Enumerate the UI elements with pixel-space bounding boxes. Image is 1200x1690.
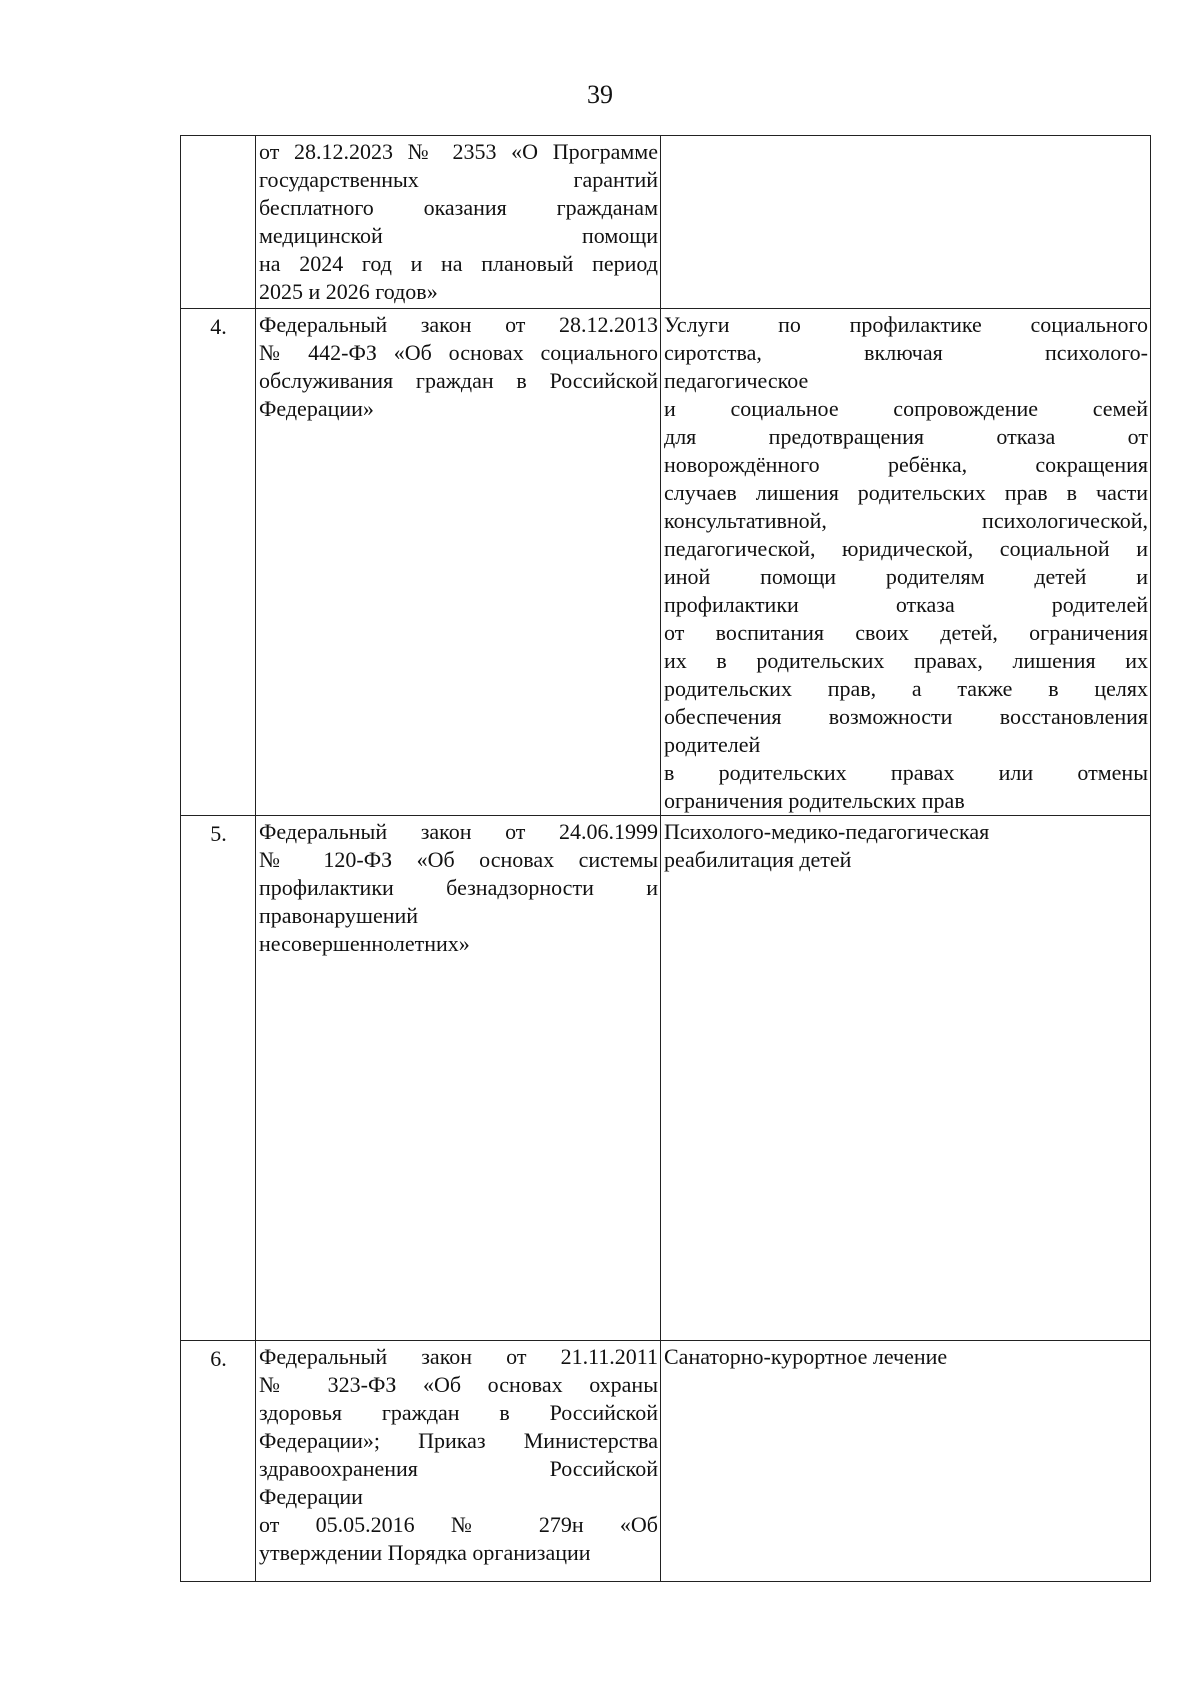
legal-basis-line: Федерации»; Приказ Министерства bbox=[259, 1428, 658, 1453]
service-line: для предотвращения отказа от bbox=[664, 424, 1148, 449]
legal-basis-cell bbox=[256, 136, 661, 309]
legal-basis-line: от 28.12.2023 № 2353 «О Программе bbox=[259, 139, 658, 164]
service-line: иной помощи родителям детей и bbox=[664, 564, 1148, 589]
service-line: консультативной, психологической, bbox=[664, 508, 1148, 533]
legal-basis-line: Федерации bbox=[259, 1484, 363, 1509]
service-cell bbox=[661, 816, 1151, 1341]
legal-basis-line: несовершеннолетних» bbox=[259, 931, 470, 956]
legal-basis-cell bbox=[256, 816, 661, 1341]
page-number: 39 bbox=[587, 80, 613, 109]
legal-basis-line: Федеральный закон от 24.06.1999 bbox=[259, 819, 658, 844]
legal-basis-line: Федеральный закон от 21.11.2011 bbox=[259, 1344, 658, 1369]
legal-basis-line: медицинской помощи bbox=[259, 223, 658, 248]
row-number: 4. bbox=[181, 309, 256, 816]
legal-basis-line: здравоохранения Российской bbox=[259, 1456, 658, 1481]
service-cell bbox=[661, 1341, 1151, 1582]
service-line: случаев лишения родительских прав в части bbox=[664, 480, 1148, 505]
row-number: 5. bbox=[181, 816, 256, 1341]
service-line: Санаторно-курортное лечение bbox=[664, 1344, 948, 1369]
service-line: Психолого-медико-педагогическая bbox=[664, 819, 990, 844]
legal-basis-line: от 05.05.2016 № 279н «Об bbox=[259, 1512, 658, 1537]
service-line: педагогическое bbox=[664, 368, 809, 393]
service-line: новорождённого ребёнка, сокращения bbox=[664, 452, 1148, 477]
legal-basis-cell bbox=[256, 309, 661, 816]
legal-basis-cell bbox=[256, 1341, 661, 1582]
table-row bbox=[181, 1341, 1151, 1582]
legal-basis-line: правонарушений bbox=[259, 903, 419, 928]
service-cell bbox=[661, 136, 1151, 309]
service-line: реабилитация детей bbox=[664, 847, 852, 872]
service-line: профилактики отказа родителей bbox=[664, 592, 1148, 617]
service-line: сиротства, включая психолого- bbox=[664, 340, 1148, 365]
service-line: родительских прав, а также в целях bbox=[664, 676, 1148, 701]
legal-basis-line: Федеральный закон от 28.12.2013 bbox=[259, 312, 658, 337]
service-line: Услуги по профилактике социального bbox=[664, 312, 1148, 337]
service-line: и социальное сопровождение семей bbox=[664, 396, 1148, 421]
service-line: их в родительских правах, лишения их bbox=[664, 648, 1148, 673]
service-line: ограничения родительских прав bbox=[664, 788, 965, 813]
legal-basis-line: 2025 и 2026 годов» bbox=[259, 279, 438, 304]
legal-basis-line: государственных гарантий bbox=[259, 167, 658, 192]
service-line: педагогической, юридической, социальной и bbox=[664, 536, 1148, 561]
table-row bbox=[181, 136, 1151, 309]
service-line: от воспитания своих детей, ограничения bbox=[664, 620, 1148, 645]
service-line: обеспечения возможности восстановления bbox=[664, 704, 1148, 729]
row-number: 6. bbox=[181, 1341, 256, 1582]
row-number bbox=[181, 136, 256, 309]
legal-basis-line: на 2024 год и на плановый период bbox=[259, 251, 658, 276]
legal-basis-line: обслуживания граждан в Российской bbox=[259, 368, 658, 393]
legal-basis-line: № 120-ФЗ «Об основах системы bbox=[259, 847, 658, 872]
legal-basis-line: Федерации» bbox=[259, 396, 374, 421]
legal-basis-line: № 442-ФЗ «Об основах социального bbox=[259, 340, 658, 365]
service-line: родителей bbox=[664, 732, 761, 757]
legal-basis-line: здоровья граждан в Российской bbox=[259, 1400, 658, 1425]
services-table bbox=[180, 135, 1151, 1582]
legal-basis-line: № 323-ФЗ «Об основах охраны bbox=[259, 1372, 658, 1397]
service-line: в родительских правах или отмены bbox=[664, 760, 1148, 785]
table-row bbox=[181, 309, 1151, 816]
legal-basis-line: профилактики безнадзорности и bbox=[259, 875, 658, 900]
legal-basis-line: утверждении Порядка организации bbox=[259, 1540, 591, 1565]
service-cell bbox=[661, 309, 1151, 816]
table-row bbox=[181, 816, 1151, 1341]
legal-basis-line: бесплатного оказания гражданам bbox=[259, 195, 658, 220]
